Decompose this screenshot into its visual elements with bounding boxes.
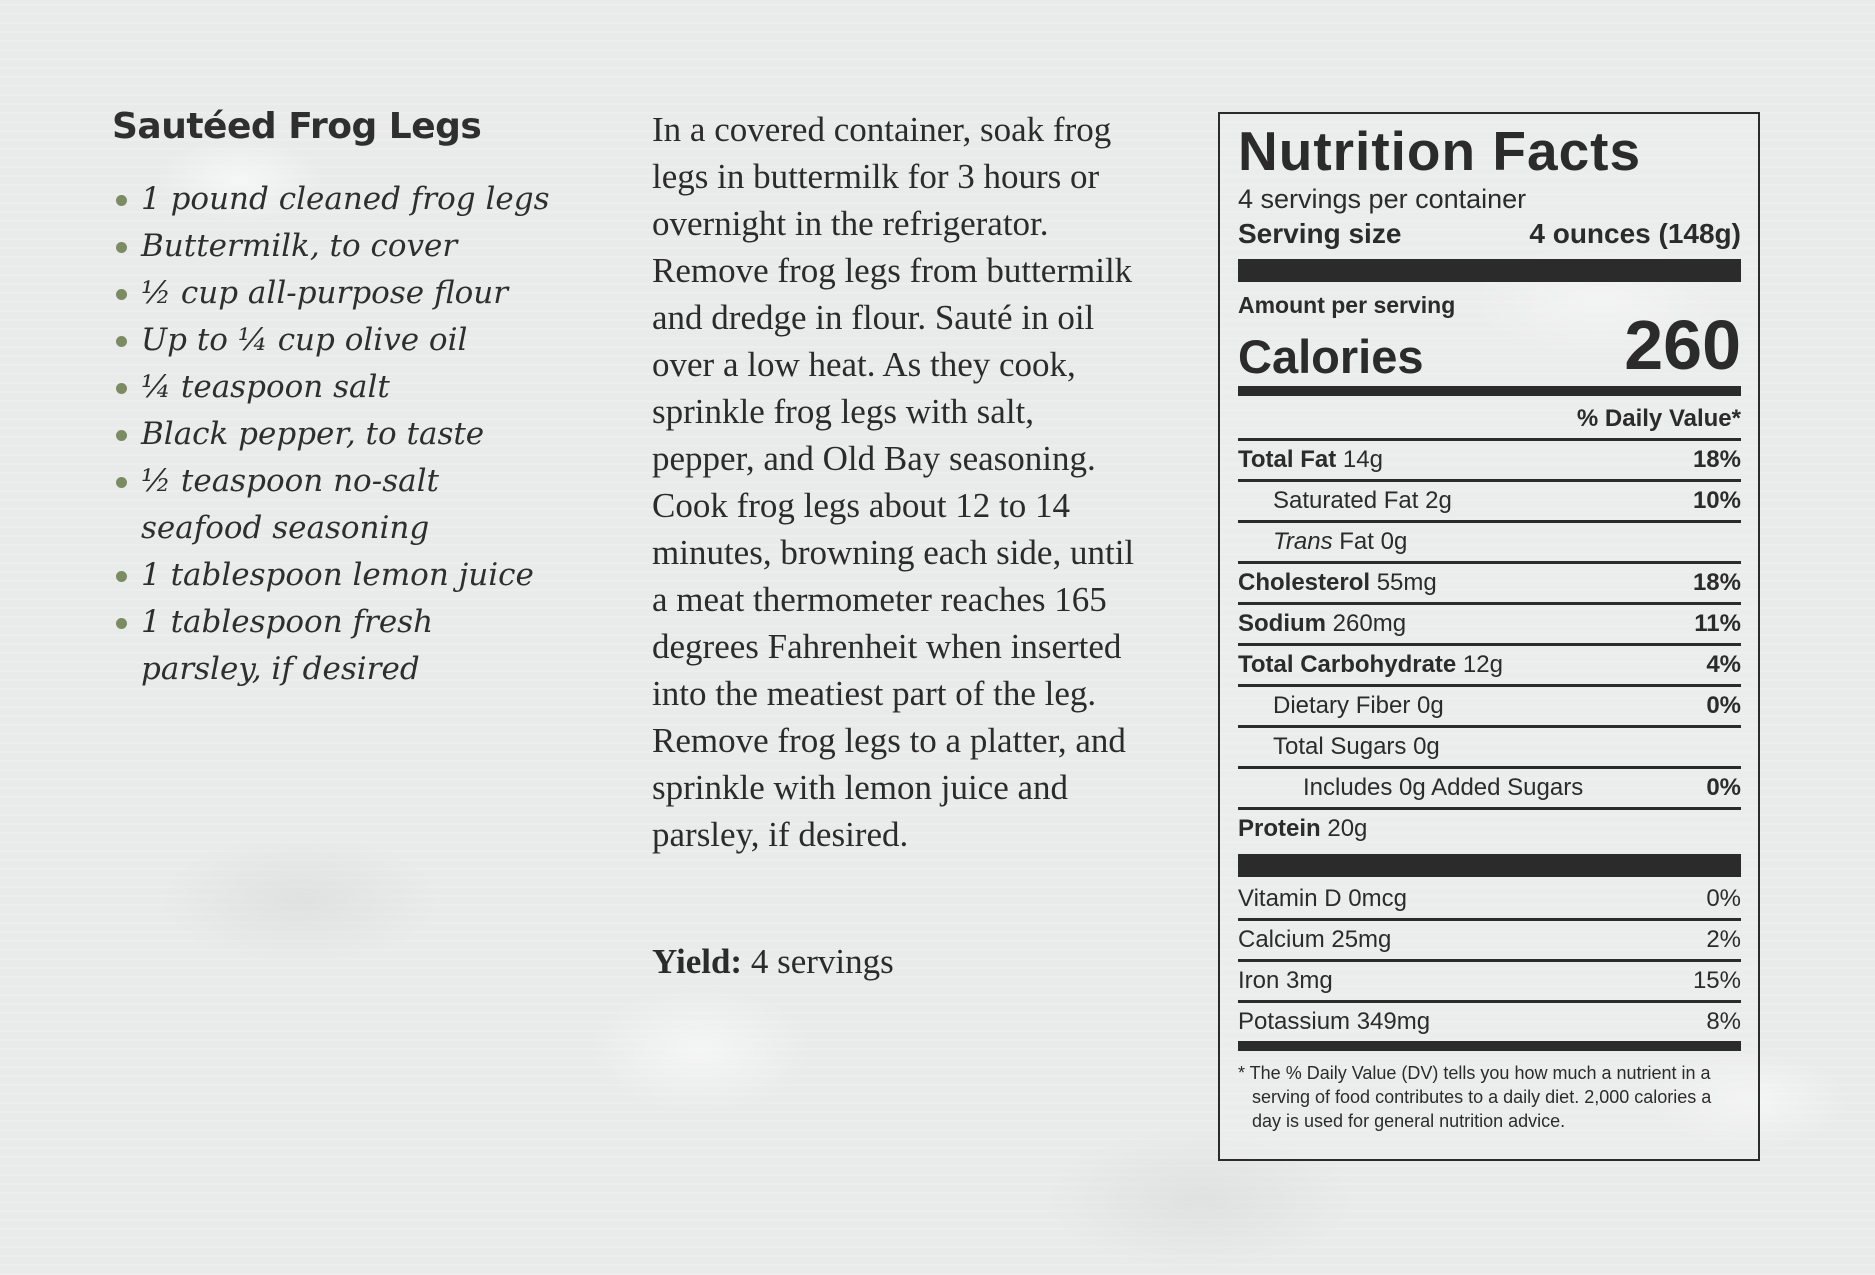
servings-per-container: 4 servings per container	[1238, 184, 1527, 214]
nutrient-row-total-sugars: Total Sugars 0g	[1238, 728, 1741, 769]
nutrient-row-trans-fat: Trans Fat 0g	[1238, 523, 1741, 564]
yield-value: 4 servings	[750, 942, 894, 981]
nutrient-row-sodium: Sodium 260mg 11%	[1238, 605, 1741, 646]
ingredient-list	[112, 176, 562, 693]
serving-size-label: Serving size	[1238, 218, 1402, 249]
divider-medium	[1238, 1041, 1741, 1051]
ingredient-item: ½ cup all-purpose flour	[112, 270, 562, 317]
divider-thick	[1238, 854, 1741, 877]
ingredient-item: Buttermilk, to cover	[112, 223, 562, 270]
ingredient-item: 1 pound cleaned frog legs	[112, 176, 562, 223]
nutrient-row-total-carbohydrate: Total Carbohydrate 12g 4%	[1238, 646, 1741, 687]
nutrient-row-protein: Protein 20g	[1238, 815, 1368, 842]
ingredient-item: ¼ teaspoon salt	[112, 364, 562, 411]
daily-value: 0%	[1706, 774, 1741, 801]
ingredient-item: Black pepper, to taste	[112, 411, 562, 458]
daily-value-footnote: * The % Daily Value (DV) tells you how much a nutrient in a serving of food contributes to a daily diet. 2,000 calories a day is used for general nutrition advice.	[1238, 1063, 1712, 1131]
nutrient-row-dietary-fiber: Dietary Fiber 0g 0%	[1238, 687, 1741, 728]
yield-label: Yield:	[652, 942, 743, 981]
divider-thick	[1238, 259, 1741, 282]
nutrition-facts-label	[1218, 112, 1760, 1161]
vitamin-row-iron: Iron 3mg 15%	[1238, 962, 1741, 1003]
daily-value: 18%	[1692, 569, 1741, 596]
nutrient-row-total-fat: Total Fat 14g 18%	[1238, 441, 1741, 482]
vitamin-row-potassium: Potassium 349mg 8%	[1238, 1008, 1741, 1035]
daily-value: 10%	[1692, 487, 1741, 514]
nutrition-title: Nutrition Facts	[1238, 120, 1642, 182]
ingredient-item: Up to ¼ cup olive oil	[112, 317, 562, 364]
ingredient-item: 1 tablespoon fresh parsley, if desired	[112, 599, 562, 693]
serving-size	[1238, 215, 1741, 253]
vitamin-row-calcium: Calcium 25mg 2%	[1238, 921, 1741, 962]
ingredient-item: 1 tablespoon lemon juice	[112, 552, 562, 599]
calories-value: 260	[1624, 306, 1741, 384]
nutrient-row-cholesterol: Cholesterol 55mg 18%	[1238, 564, 1741, 605]
recipe-title: Sautéed Frog Legs	[112, 106, 482, 147]
calories-row	[1238, 306, 1741, 384]
daily-value: 18%	[1692, 446, 1741, 473]
nutrient-row-added-sugars: Includes 0g Added Sugars 0%	[1238, 769, 1741, 810]
amount-per-serving: Amount per serving	[1238, 292, 1456, 318]
vitamin-row-vitamin-d: Vitamin D 0mcg 0%	[1238, 880, 1741, 921]
daily-value: 4%	[1706, 651, 1741, 678]
ingredient-item: ½ teaspoon no-salt seafood seasoning	[112, 458, 562, 552]
daily-value-header: % Daily Value*	[1238, 396, 1741, 441]
nutrient-row-saturated-fat: Saturated Fat 2g 10%	[1238, 482, 1741, 523]
divider-medium	[1238, 386, 1741, 396]
serving-size-value: 4 ounces (148g)	[1529, 218, 1741, 249]
recipe-directions: In a covered container, soak frog legs in buttermilk for 3 hours or overnight in the refrigerator. Remove frog legs from buttermilk and dredge in flour. Sauté in oil over a low heat. As they cook, sprinkle frog legs with salt, pepper, and Old Bay seasoning. Cook frog legs about 12 to 14 minutes, browning each side, until a meat thermometer reaches 165 degrees Fahrenheit when inserted into the meatiest part of the leg. Remove frog legs to a platter, and sprinkle with lemon juice and parsley, if desired.	[652, 110, 1135, 854]
daily-value: 11%	[1694, 610, 1741, 637]
calories-label: Calories	[1238, 330, 1424, 383]
recipe-yield	[652, 942, 894, 982]
daily-value: 0%	[1706, 692, 1741, 719]
